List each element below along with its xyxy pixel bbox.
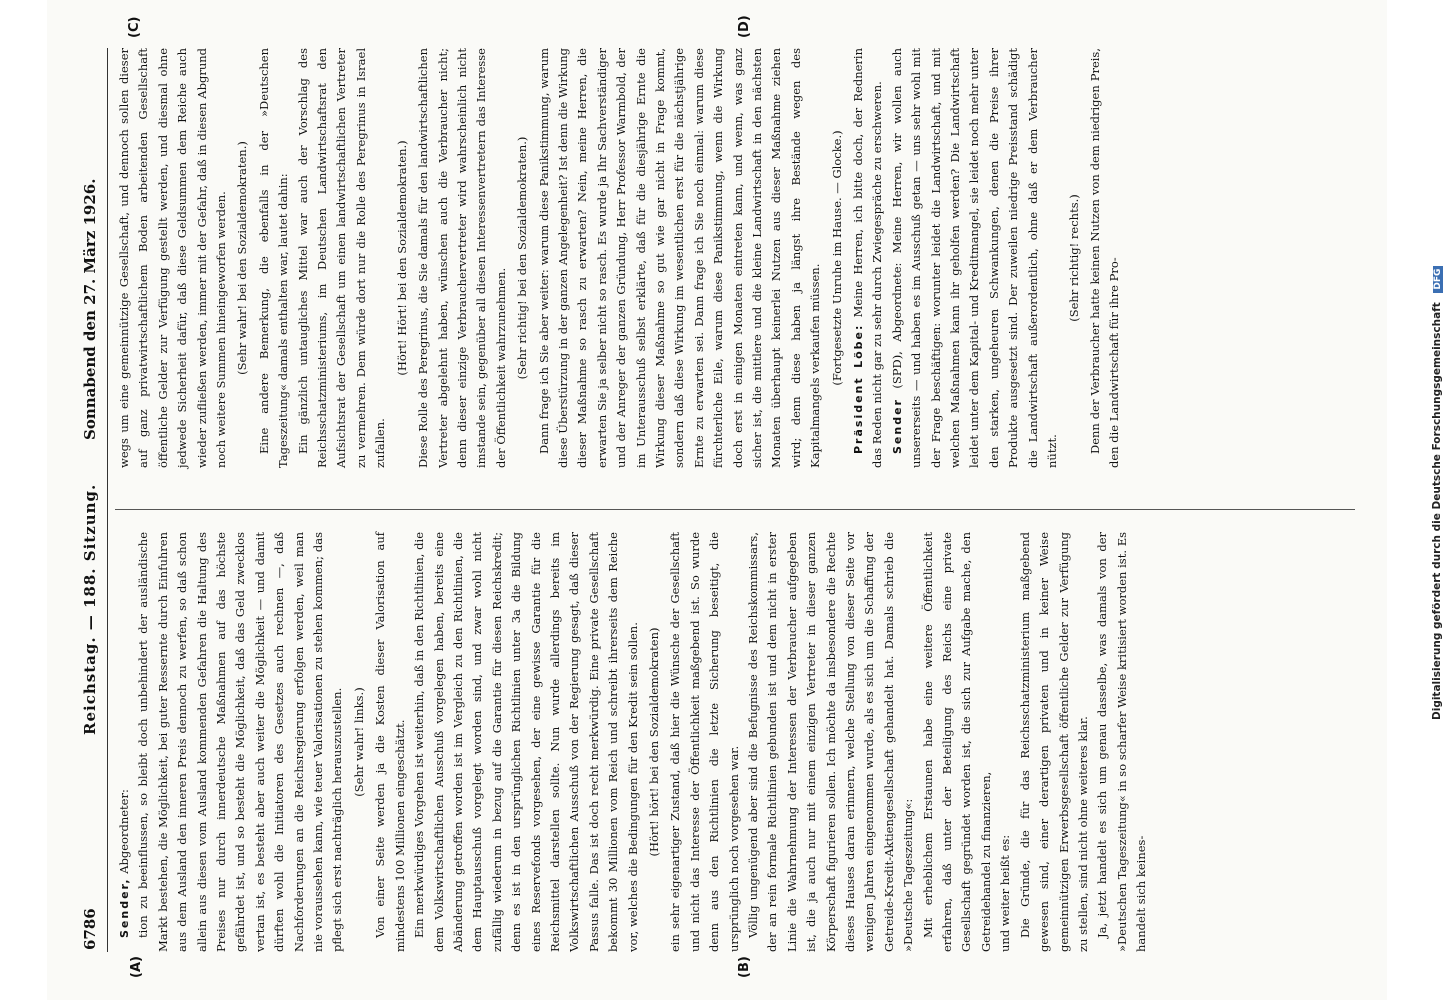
- speaker-role: Abgeordneter:: [117, 789, 131, 874]
- paragraph: Ein merkwürdiges Vorgehen ist weiterhin, daß in den Richtlinien, die dem Volkswirtschaftlichen Ausschuß vorgelegen haben, bereits eine Abänderung getroffen worden ist im Vergleich zu den Richtlinien, die dem Hauptausschuß vorgelegt worden sind, und zwar wohl nicht zufällig wiederum in bezug auf die Garantie für diesen Reichskredit; denn es ist in den ursprünglichen Richtlinien unter 3a die Bildung eines Reservefonds vorgesehen, der eine gewisse Garantie für die Reichsmittel darstellen sollte. Nun wurde allerdings bereits im Volkswirtschaftlichen Ausschuß von der Regierung gesagt, daß dieser Passus falle. Das ist doch recht merkwürdig. Eine private Gesellschaft bekommt 30 Millionen vom Reich und schreibt ihrerseits dem Reiche vor, welches die Bedingungen für den Kredit sein sollen.: [412, 532, 640, 952]
- paragraph: wegs um eine gemeinnützige Gesellschaft, und dennoch sollen dieser auf ganz privatwirtschaftlichem Boden arbeitenden Gesellschaft öffentliche Gelder zur Verfügung gestellt werden, und diesmal ohne jedwede Sicherheit dafür, daß diese Geldsummen dem Reiche auch wieder zufließen werden, immer mit der Gefahr, daß in diesen Abgrund noch weitere Summen hineingeworfen werden.: [117, 48, 229, 468]
- speaker-name: Sender: [890, 398, 904, 454]
- speaker-name: Sender,: [118, 877, 131, 938]
- paragraph: Diese Rolle des Peregrinus, die Sie damals für den landwirtschaftlichen Vertreter abgelehnt haben, wünschen auch die Verbraucher nicht; denn dieser einzige Verbrauchervertreter wird wahrscheinlich nicht imstande sein, gegenüber all diesen Interessenvertretern das Interesse der Öffentlichkeit wahrzunehmen.: [416, 48, 508, 468]
- paragraph: tion zu beeinflussen, so bleibt doch unbehindert der ausländische Markt bestehen, die Möglichkeit, bei guter Ressernte durch Einfuhren aus dem Ausland den inneren Preis dennoch zu werfen, so daß schon allein aus diesen vom Ausland kommenden Gefahren die Haltung des Preises nur durch innerdeutsche Maßnahmen auf das höchste gefährdet ist, und so besteht die Möglichkeit, daß das Geld zwecklos vertan ist, es besteht aber auch weiter die Möglichkeit — und damit dürften wohl die Initiatoren des Gesetzes auch rechnen —, daß Nachforderungen an die Reichsregierung erfolgen werden, weil man nie voraussehen kann, wie teuer Valorisationen zu stehen kommen; das pflegt sich erst nachträglich herauszustellen.: [136, 532, 345, 952]
- speaker-paragraph: [849, 48, 888, 468]
- interjection: (Sehr wahr! links.): [351, 687, 366, 797]
- paragraph: Dann frage ich Sie aber weiter: warum diese Panikstimmung, warum diese Überstürzung in der ganzen Angelegenheit? Ist denn die Wirkung dieser Maßnahme so rasch zu erwarten? Nein, meine Herren, die erwarten Sie ja selber nicht so rasch. Es wurde ja Ihr Sachverständiger und der Anreger der ganzen Gründung, Herr Professor Warmbold, der im Unterausschuß selbst erklärte, daß für die diesjährige Ernte die Wirkung dieser Maßnahme so gut wie gar nicht in Frage kommt, sondern daß diese Wirkung im wesentlichen erst für die nächstjährige Ernte zu erwarten sei. Dann frage ich Sie noch einmal: warum diese fürchterliche Eile, warum diese Panikstimmung, wenn die Wirkung doch erst in einigen Monaten eintreten kann, und wenn, was ganz sicher ist, die mittlere und die kleine Landwirtschaft in den nächsten Monaten überhaupt keinerlei Nutzen aus dieser Maßnahme ziehen wird; denn diese haben ja längst ihre Bestände wegen des Kapitalmangels verkaufen müssen.: [536, 48, 823, 468]
- paragraph: Von einer Seite werden ja die Kosten dieser Valorisation auf mindestens 100 Millionen eingeschätzt.: [373, 532, 407, 952]
- dfg-credit: [1395, 20, 1455, 720]
- interjection: (Fortgesetzte Unruhe im Hause. — Glocke.): [829, 130, 844, 386]
- page-number: 6786: [81, 908, 99, 950]
- paragraph: Völlig ungenügend aber sind die Befugnisse des Reichskommissars, der an rein formale Richtlinien gebunden ist und dem nicht in erster Linie die Wahrnehmung der Interessen der Verbraucher aufgegeben ist, die ja auch nur mit einem einzigen Vertreter in dieser ganzen Körperschaft figurieren sollen. Ich möchte da insbesondere die Rechte dieses Hauses daran erinnern, welche Stellung von dieser Seite vor wenigen Jahren eingenommen wurde, als es sich um die Schaffung der Getreide-Kredit-Aktiengesellschaft gehandelt hat. Damals schrieb die »Deutsche Tageszeitung«:: [746, 532, 916, 952]
- session-date: Sonnabend den 27. März 1926.: [81, 178, 99, 440]
- interjection: (Sehr wahr! bei den Sozialdemokraten.): [235, 141, 250, 375]
- speech-text: Meine Herren, wir wollen auch unsererseits — und haben es im Ausschuß getan — uns sehr wohl mit der Frage beschäftigen: worunter leidet die Landwirtschaft, und mit welchen Maßnahmen kann ihr geholfen werden? Die Landwirtschaft leidet unter dem Kapital- und Kreditmangel, sie leidet noch mehr unter den starken, ungeheuren Schwankungen, denen die Preise ihrer Produkte ausgesetzt sind. Der zuweilen niedrige Preisstand schädigt die Landwirtschaft außerordentlich, ohne daß er dem Verbraucher nützt.: [889, 47, 1060, 468]
- session-title: Reichstag. — 188. Sitzung.: [81, 483, 99, 735]
- column-separator: [115, 509, 1355, 510]
- speaker-paragraph: [115, 532, 134, 952]
- right-text-column: [115, 48, 1355, 468]
- margin-marker-c: (C): [127, 16, 142, 38]
- speaker-role: (SPD), Abgeordnete:: [889, 262, 904, 389]
- scanned-page: [47, 0, 1387, 1000]
- margin-marker-d: (D): [737, 15, 752, 38]
- paragraph: Ein gänzlich untaugliches Mittel war auch der Vorschlag des Reichsschatzministeriums, im Deutschen Landwirtschaftsrat den Aufsichtsrat der Gesellschaft um einen landwirtschaftlichen Vertreter zu vermehren. Dem würde dort nur die Rolle des Peregrinus in Israel zufallen.: [295, 48, 388, 468]
- paragraph: ein sehr eigenartiger Zustand, daß hier die Wünsche der Gesellschaft und nicht das Interesse der Öffentlichkeit maßgebend ist. So wurde denn aus den Richtlinien die letzte Sicherung beseitigt, die ursprünglich noch vorgesehen war.: [668, 532, 741, 952]
- interjection: (Sehr richtig! bei den Sozialdemokraten.): [515, 136, 530, 380]
- paragraph: und weiter heißt es:: [998, 834, 1013, 952]
- page-header: [81, 0, 107, 1000]
- margin-marker-a: (A): [129, 956, 144, 978]
- paragraph: Denn der Verbraucher hatte keinen Nutzen von dem niedrigen Preis, den die Landwirtschaft für ihre Pro-: [1087, 48, 1122, 468]
- paragraph: Ja, jetzt handelt es sich um genau dasselbe, was damals von der »Deutschen Tageszeitung« in so scharfer Weise kritisiert worden ist. Es handelt sich keines-: [1095, 532, 1149, 952]
- speech-text: Meine Herren, ich bitte doch, der Rednerin das Reden nicht gar zu sehr durch Zwiegespräche zu erschweren.: [851, 47, 885, 468]
- credit-text: Digitalisierung gefördert durch die Deutsche Forschungsgemeinschaft: [1431, 302, 1443, 720]
- dfg-logo: DFG: [1433, 266, 1443, 293]
- interjection: (Hört! Hört! bei den Sozialdemokraten.): [394, 140, 409, 376]
- speaker-paragraph: [888, 48, 1063, 468]
- interjection: (Sehr richtig! rechts.): [1066, 194, 1081, 322]
- paragraph: Eine andere Bemerkung, die ebenfalls in der »Deutschen Tageszeitung« damals enthalten war, lautet dahin:: [256, 48, 291, 468]
- left-text-column: [115, 532, 1355, 952]
- margin-marker-b: (B): [737, 956, 752, 978]
- header-rule: [107, 48, 108, 952]
- paragraph: Die Gründe, die für das Reichsschatzministerium maßgebend gewesen sind, einer derartigen privaten und in keiner Weise gemeinnützigen Erwerbsgesellschaft öffentliche Gelder zur Verfügung zu stellen, sind nicht ohne weiteres klar.: [1017, 532, 1090, 952]
- interjection: (Hört! hört! bei den Sozialdemokraten): [646, 627, 661, 857]
- paragraph: Mit erheblichem Erstaunen habe eine weitere Öffentlichkeit erfahren, daß unter der Beteiligung des Reichs eine private Gesellschaft gegründet worden ist, die sich zur Aufgabe mache, den Getreidehandel zu finanzieren,: [920, 532, 993, 952]
- speaker-name: Präsident Löbe:: [852, 323, 866, 454]
